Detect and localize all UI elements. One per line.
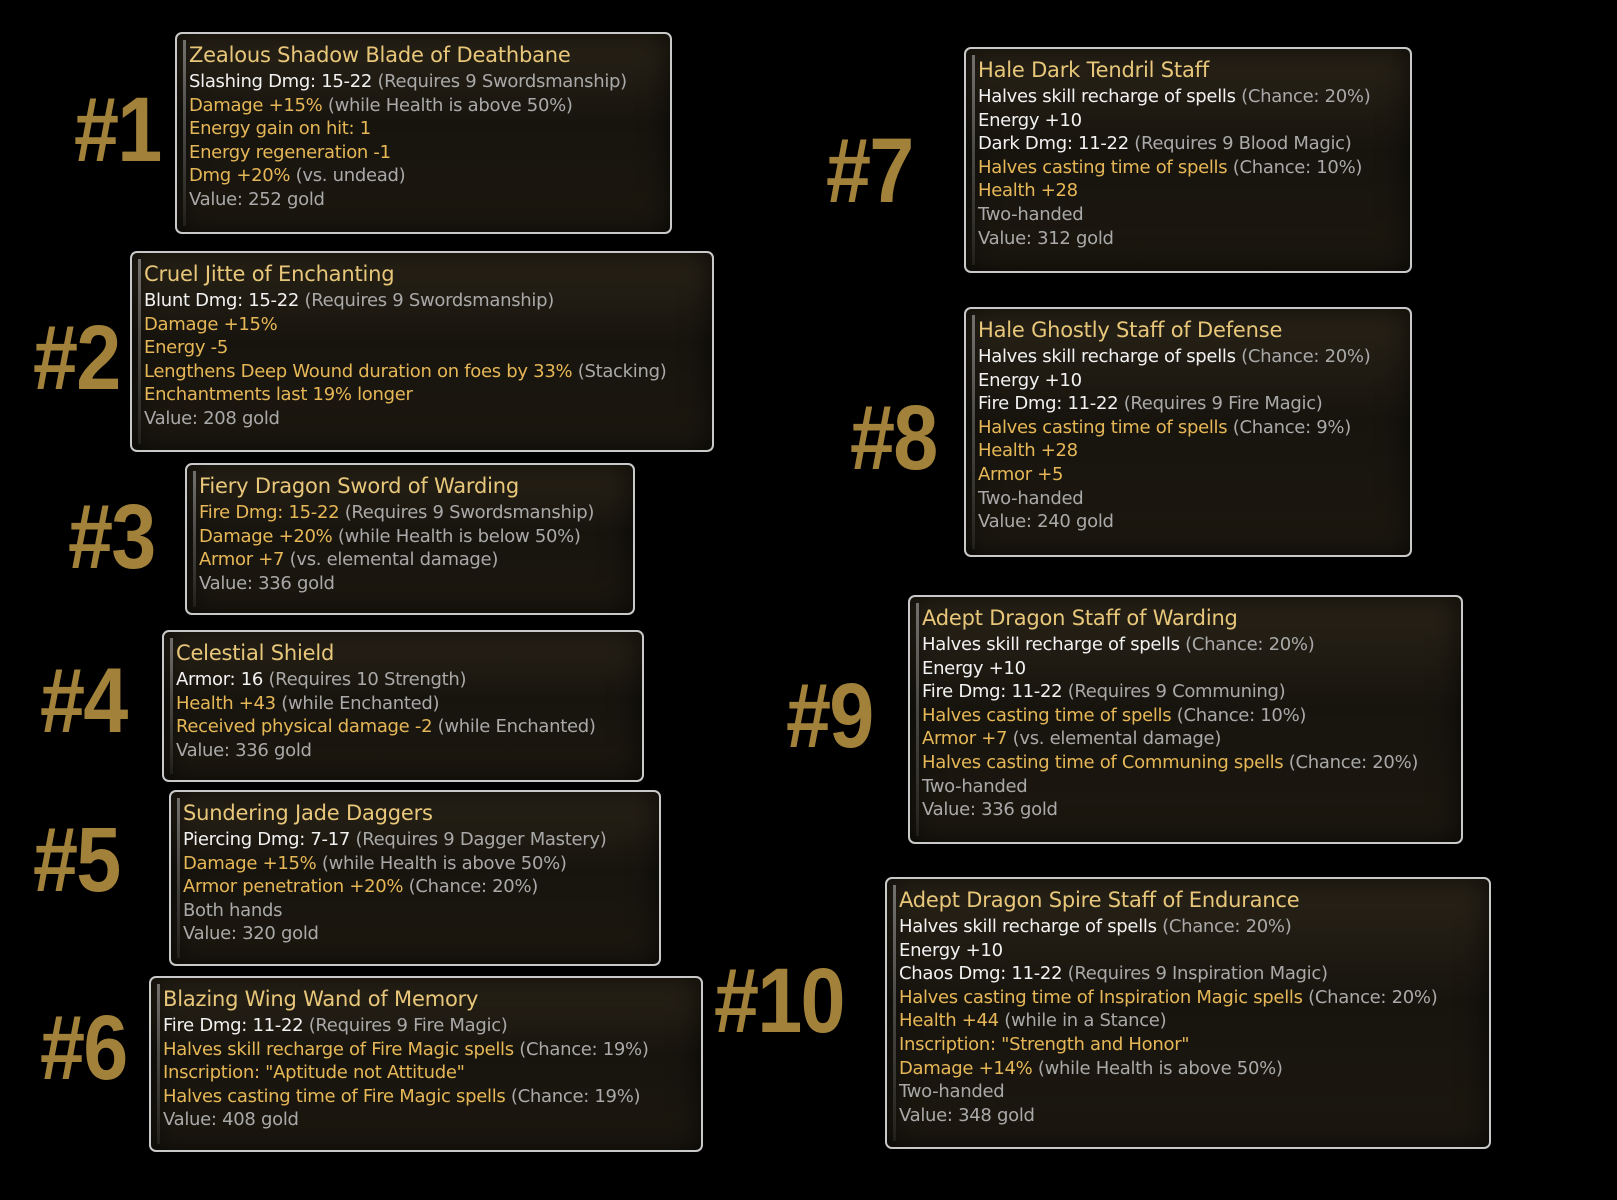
item-stat-line — [199, 548, 623, 572]
item-stat-line — [176, 668, 632, 692]
stat-text: Health +43 — [176, 692, 276, 714]
rank-label-10: #10 — [714, 950, 844, 1052]
stat-note: (Chance: 19%) — [519, 1038, 649, 1060]
stat-text: Lengthens Deep Wound duration on foes by 33% — [144, 360, 573, 382]
stat-text: Dark Dmg: 11-22 — [978, 133, 1129, 155]
stat-text: Value: 240 gold — [978, 511, 1114, 533]
item-stat-line — [144, 383, 702, 407]
item-stat-line — [199, 501, 623, 525]
item-stat-line — [183, 875, 649, 899]
stat-text: Armor +7 — [922, 728, 1008, 750]
stat-text: Halves casting time of Fire Magic spells — [163, 1085, 506, 1107]
stat-text: Both hands — [183, 899, 283, 921]
stat-note: (while Health is below 50%) — [337, 525, 581, 547]
stat-note: (Chance: 20%) — [1308, 986, 1438, 1008]
item-stat-line — [899, 915, 1479, 939]
stat-text: Damage +15% — [144, 313, 278, 335]
stat-text: Halves casting time of spells — [978, 416, 1228, 438]
item-stat-line — [978, 487, 1400, 511]
stat-text: Halves skill recharge of spells — [978, 346, 1236, 367]
item-stat-line — [978, 156, 1400, 180]
item-stat-line — [899, 1080, 1479, 1104]
item-stat-line — [978, 132, 1400, 156]
stat-text: Health +28 — [978, 440, 1078, 462]
item-stat-line — [922, 680, 1451, 704]
stat-text: Halves casting time of spells — [978, 156, 1228, 178]
item-stat-line — [978, 392, 1400, 416]
item-stat-line — [978, 416, 1400, 440]
item-stat-line — [899, 986, 1479, 1010]
stat-text: Value: 408 gold — [163, 1109, 299, 1131]
item-stat-line — [978, 369, 1400, 393]
rank-label-1: #1 — [74, 79, 161, 181]
stat-text: Halves casting time of Communing spells — [922, 751, 1284, 773]
item-name: Sundering Jade Daggers — [183, 801, 433, 825]
stat-text: Health +44 — [899, 1010, 999, 1032]
item-tooltip-7 — [964, 47, 1412, 273]
item-stat-line — [922, 775, 1451, 799]
stat-note: (while Health is above 50%) — [321, 852, 567, 874]
stat-note: (Requires 9 Swordsmanship) — [344, 502, 595, 523]
stat-note: (while Health is above 50%) — [1037, 1057, 1283, 1079]
stat-note: (while Enchanted) — [281, 692, 440, 714]
item-stat-line — [978, 463, 1400, 487]
stat-note: (Requires 9 Dagger Mastery) — [355, 829, 607, 850]
item-tooltip-10 — [885, 877, 1491, 1149]
stat-text: Energy +10 — [978, 369, 1082, 391]
stat-text: Energy +10 — [922, 657, 1026, 679]
rank-label-8: #8 — [850, 387, 937, 489]
stat-text: Armor +5 — [978, 463, 1064, 485]
item-tooltip-6 — [149, 976, 703, 1152]
stat-note: (Chance: 19%) — [510, 1085, 641, 1107]
stat-text: Value: 252 gold — [189, 188, 325, 210]
item-name: Blazing Wing Wand of Memory — [163, 987, 479, 1011]
item-stat-line — [978, 439, 1400, 463]
stat-text: Energy +10 — [978, 109, 1082, 131]
stat-note: (while Enchanted) — [437, 716, 596, 738]
stat-note: (Requires 9 Blood Magic) — [1134, 133, 1352, 155]
item-name: Adept Dragon Staff of Warding — [922, 606, 1238, 630]
item-stat-line — [978, 227, 1400, 251]
item-stat-line — [922, 633, 1451, 657]
item-stat-line — [163, 1038, 691, 1062]
stat-text: Damage +14% — [899, 1057, 1033, 1079]
stat-text: Piercing Dmg: 7-17 — [183, 829, 351, 850]
stat-note: (while Health is above 50%) — [327, 94, 573, 116]
rank-label-6: #6 — [40, 997, 127, 1099]
item-tooltip-5 — [169, 790, 661, 966]
item-stat-line — [978, 510, 1400, 534]
item-tooltip-1 — [175, 32, 672, 234]
stat-text: Fire Dmg: 11-22 — [978, 393, 1119, 415]
stat-text: Halves casting time of Inspiration Magic spells — [899, 986, 1303, 1008]
stat-note: (Chance: 20%) — [1288, 751, 1419, 773]
stat-text: Halves skill recharge of spells — [922, 634, 1180, 655]
stat-text: Value: 336 gold — [922, 799, 1058, 821]
stat-note: (Chance: 20%) — [1241, 86, 1371, 107]
item-stat-line — [899, 1104, 1479, 1128]
stat-note: (Chance: 10%) — [1232, 156, 1363, 178]
stat-note: (vs. elemental damage) — [1012, 728, 1222, 750]
stat-note: (Requires 10 Strength) — [268, 669, 467, 690]
stat-text: Damage +15% — [183, 852, 317, 874]
item-stat-line — [163, 1014, 691, 1038]
stat-note: (Requires 9 Inspiration Magic) — [1067, 963, 1328, 985]
item-stat-line — [978, 109, 1400, 133]
item-name: Cruel Jitte of Enchanting — [144, 262, 395, 286]
item-stat-line — [189, 164, 660, 188]
stat-note: (Requires 9 Communing) — [1067, 681, 1286, 703]
stat-text: Value: 320 gold — [183, 923, 319, 945]
stat-note: (Chance: 20%) — [408, 876, 538, 898]
stat-text: Health +28 — [978, 180, 1078, 202]
stat-text: Two-handed — [978, 203, 1084, 225]
item-stat-line — [176, 715, 632, 739]
stat-text: Value: 348 gold — [899, 1104, 1035, 1126]
stat-note: (Requires 9 Fire Magic) — [1123, 393, 1323, 415]
stat-text: Armor penetration +20% — [183, 876, 404, 898]
stat-text: Damage +15% — [189, 94, 323, 116]
rank-label-9: #9 — [786, 665, 873, 767]
stat-text: Enchantments last 19% longer — [144, 384, 413, 406]
rank-label-4: #4 — [40, 650, 127, 752]
item-stat-line — [899, 1057, 1479, 1081]
stat-text: Halves skill recharge of Fire Magic spells — [163, 1038, 514, 1060]
stat-text: Value: 336 gold — [176, 739, 312, 761]
item-name: Hale Dark Tendril Staff — [978, 58, 1210, 82]
item-tooltip-4 — [162, 630, 644, 782]
item-stat-line — [922, 727, 1451, 751]
stat-text: Slashing Dmg: 15-22 — [189, 71, 373, 92]
stat-text: Chaos Dmg: 11-22 — [899, 963, 1063, 985]
stat-note: (while in a Stance) — [1004, 1010, 1167, 1032]
stat-note: (Chance: 20%) — [1241, 346, 1371, 367]
stat-note: (Requires 9 Fire Magic) — [308, 1015, 508, 1036]
stat-text: Armor: 16 — [176, 669, 264, 690]
item-stat-line — [189, 141, 660, 165]
item-stat-line — [144, 407, 702, 431]
stat-note: (Chance: 20%) — [1162, 916, 1292, 937]
stat-note: (vs. undead) — [295, 165, 406, 187]
stat-note: (Chance: 9%) — [1232, 416, 1351, 438]
stat-text: Energy -5 — [144, 337, 228, 359]
stat-text: Halves casting time of spells — [922, 704, 1172, 726]
item-stat-line — [144, 289, 702, 313]
item-stat-line — [189, 117, 660, 141]
stat-text: Value: 312 gold — [978, 227, 1114, 249]
stat-text: Energy regeneration -1 — [189, 141, 391, 163]
stat-text: Inscription: "Aptitude not Attitude" — [163, 1062, 465, 1084]
item-stat-line — [199, 525, 623, 549]
item-name: Zealous Shadow Blade of Deathbane — [189, 43, 571, 67]
stat-text: Value: 208 gold — [144, 407, 280, 429]
stat-note: (Chance: 10%) — [1176, 704, 1307, 726]
stat-text: Value: 336 gold — [199, 572, 335, 594]
item-stat-line — [163, 1108, 691, 1132]
stat-note: (Chance: 20%) — [1185, 634, 1315, 655]
item-stat-line — [922, 657, 1451, 681]
item-stat-line — [922, 798, 1451, 822]
stat-text: Dmg +20% — [189, 165, 291, 187]
item-stat-line — [183, 852, 649, 876]
item-name: Fiery Dragon Sword of Warding — [199, 474, 519, 498]
stat-note: (Requires 9 Swordsmanship) — [377, 71, 627, 92]
stat-text: Fire Dmg: 15-22 — [199, 502, 340, 523]
item-stat-line — [189, 70, 660, 94]
rank-label-2: #2 — [33, 307, 120, 409]
item-name: Hale Ghostly Staff of Defense — [978, 318, 1283, 342]
item-stat-line — [189, 94, 660, 118]
item-name: Celestial Shield — [176, 641, 335, 665]
item-name: Adept Dragon Spire Staff of Endurance — [899, 888, 1300, 912]
item-stat-line — [978, 85, 1400, 109]
stat-note: (Stacking) — [577, 360, 667, 382]
rank-label-7: #7 — [826, 120, 913, 222]
stat-text: Fire Dmg: 11-22 — [163, 1015, 304, 1036]
item-stat-line — [978, 179, 1400, 203]
item-stat-line — [899, 962, 1479, 986]
stat-text: Blunt Dmg: 15-22 — [144, 290, 300, 311]
item-tooltip-3 — [185, 463, 635, 615]
item-stat-line — [899, 939, 1479, 963]
stat-text: Halves skill recharge of spells — [899, 916, 1157, 937]
item-stat-line — [176, 739, 632, 763]
stat-text: Armor +7 — [199, 549, 285, 571]
stat-text: Two-handed — [922, 775, 1028, 797]
stat-text: Two-handed — [978, 487, 1084, 509]
item-stat-line — [163, 1085, 691, 1109]
stat-text: Received physical damage -2 — [176, 716, 433, 738]
item-stat-line — [144, 336, 702, 360]
item-stat-line — [163, 1061, 691, 1085]
item-stat-line — [183, 922, 649, 946]
item-tooltip-9 — [908, 595, 1463, 844]
item-stat-line — [978, 203, 1400, 227]
stat-text: Energy gain on hit: 1 — [189, 118, 371, 140]
stat-text: Two-handed — [899, 1081, 1005, 1103]
item-stat-line — [199, 572, 623, 596]
item-stat-line — [183, 899, 649, 923]
stat-note: (Requires 9 Swordsmanship) — [304, 290, 554, 311]
stat-text: Inscription: "Strength and Honor" — [899, 1033, 1190, 1055]
item-stat-line — [144, 313, 702, 337]
item-stat-line — [899, 1009, 1479, 1033]
item-stat-line — [183, 828, 649, 852]
item-tooltip-8 — [964, 307, 1412, 557]
item-stat-line — [899, 1033, 1479, 1057]
rank-label-5: #5 — [33, 809, 120, 911]
item-stat-line — [922, 704, 1451, 728]
stat-text: Energy +10 — [899, 939, 1003, 961]
item-stat-line — [176, 692, 632, 716]
stat-text: Damage +20% — [199, 525, 333, 547]
stat-text: Fire Dmg: 11-22 — [922, 681, 1063, 703]
item-stat-line — [922, 751, 1451, 775]
stat-text: Halves skill recharge of spells — [978, 86, 1236, 107]
item-stat-line — [978, 345, 1400, 369]
item-tooltip-2 — [130, 251, 714, 452]
rank-label-3: #3 — [68, 486, 155, 588]
item-stat-line — [144, 360, 702, 384]
item-stat-line — [189, 188, 660, 212]
stat-note: (vs. elemental damage) — [289, 549, 499, 571]
